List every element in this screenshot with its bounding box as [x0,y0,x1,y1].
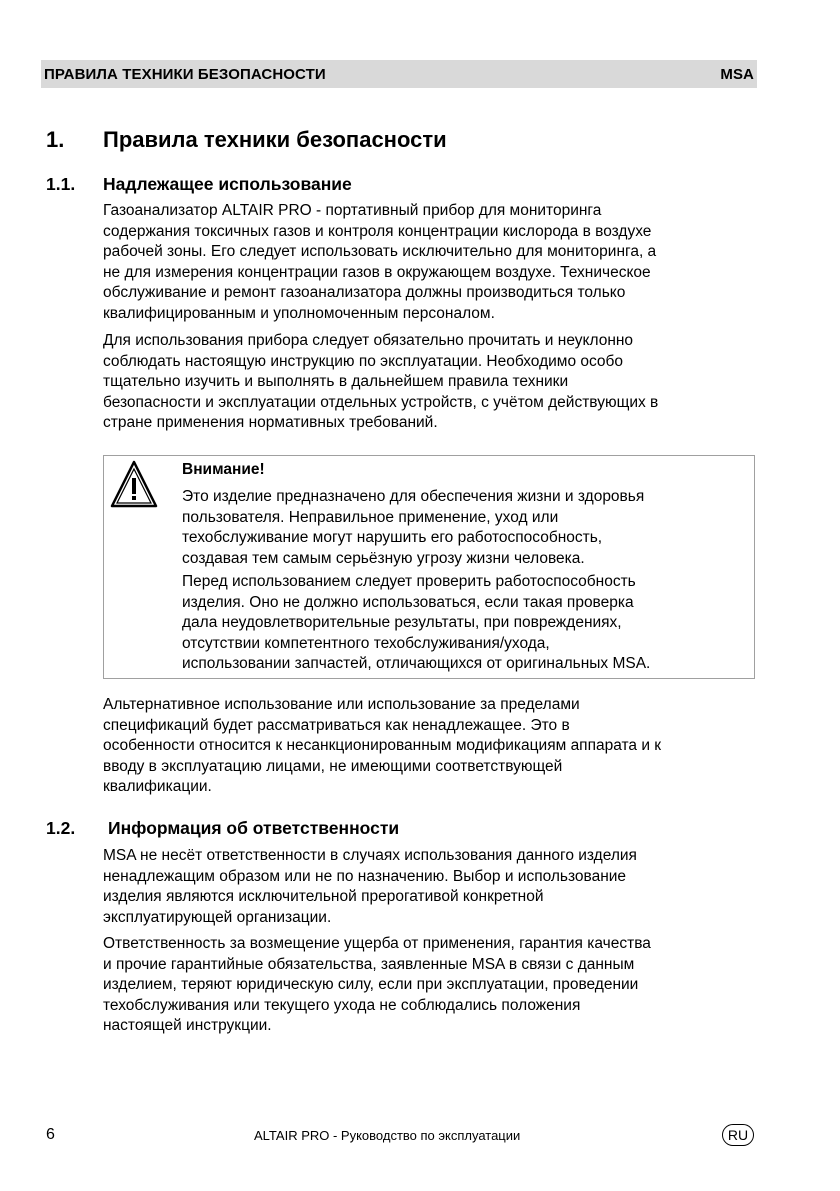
header-section-title: ПРАВИЛА ТЕХНИКИ БЕЗОПАСНОСТИ [44,65,326,83]
text-line: дала неудовлетворительные результаты, при повреждениях, [182,614,622,631]
text-line: использовании запчастей, отличающихся от оригинальных MSA. [182,655,651,672]
paragraph-misuse [103,695,763,798]
text-line: Ответственность за возмещение ущерба от применения, гарантия качества [103,935,651,952]
warning-paragraph-1 [182,487,752,569]
text-line: изделием, теряют юридическую силу, если при эксплуатации, проведении [103,976,639,993]
paragraph-intended-use [103,201,763,324]
text-line: техобслуживание могут нарушить его работоспособность, [182,529,603,546]
text-line: не для измерения концентрации газов в окружающем воздухе. Техническое [103,263,651,281]
warning-title: Внимание! [182,461,265,478]
warning-paragraph-2 [182,572,752,675]
footer-document-title: ALTAIR PRO - Руководство по эксплуатации [254,1128,521,1143]
text-line: настоящей инструкции. [103,1017,272,1034]
text-line: создавая тем самым серьёзную угрозу жизни человека. [182,549,585,567]
section-1-1-heading [46,174,352,195]
text-line: спецификаций будет рассматриваться как ненадлежащее. Это в [103,716,570,734]
text-line: соблюдать настоящую инструкцию по эксплуатации. Необходимо особо [103,352,624,370]
paragraph-liability [103,846,763,928]
text-line: отсутствии компетентного техобслуживания/ухода, [182,634,550,652]
text-line: MSA не несёт ответственности в случаях использования данного изделия [103,847,637,864]
text-line: Это изделие предназначено для обеспечения жизни и здоровья [182,488,645,505]
text-line: обслуживание и ремонт газоанализатора должны производиться только [103,284,626,301]
text-line: квалифицированным и уполномоченным персоналом. [103,304,495,322]
section-1-title: Правила техники безопасности [103,127,447,152]
text-line: вводу в эксплуатацию лицами, не имеющими соответствующей [103,757,563,775]
text-line: содержания токсичных газов и контроля концентрации кислорода в воздухе [103,222,652,240]
paragraph-warranty [103,934,763,1037]
text-line: безопасности и эксплуатации отдельных устройств, с учётом действующих в [103,393,659,411]
section-1-2-number: 1.2. [46,818,76,838]
section-1-1-number: 1.1. [46,174,76,194]
text-line: ненадлежащим образом или не по назначению. Выбор и использование [103,867,627,885]
text-line: Для использования прибора следует обязательно прочитать и неуклонно [103,332,634,349]
text-line: изделия являются исключительной прерогативой конкретной [103,888,544,905]
section-1-2-heading [46,818,399,839]
section-1-1-title: Надлежащее использование [103,174,352,194]
page-header [41,60,757,88]
text-line: тщательно изучить и выполнять в дальнейшем правила техники [103,373,569,390]
header-brand: MSA [720,65,754,83]
text-line: техобслуживания или текущего ухода не соблюдались положения [103,996,581,1014]
warning-triangle-icon [110,459,158,511]
text-line: Перед использованием следует проверить работоспособность [182,573,636,590]
text-line: Альтернативное использование или использование за пределами [103,696,580,713]
text-line: и прочие гарантийные обязательства, заявленные MSA в связи с данным [103,955,635,973]
warning-box [103,455,755,679]
language-badge: RU [722,1124,754,1146]
text-line: пользователя. Неправильное применение, уход или [182,508,559,526]
section-1-heading [46,127,447,153]
section-1-2-title: Информация об ответственности [108,818,400,838]
page-number: 6 [46,1126,55,1143]
paragraph-instructions [103,331,763,434]
text-line: рабочей зоны. Его следует использовать исключительно для мониторинга, а [103,243,657,260]
section-1-number: 1. [46,127,65,152]
text-line: особенности относится к несанкционированным модификациям аппарата и к [103,737,662,754]
text-line: стране применения нормативных требований. [103,414,438,431]
text-line: изделия. Оно не должно использоваться, если такая проверка [182,593,634,611]
text-line: квалификации. [103,778,212,795]
text-line: эксплуатирующей организации. [103,908,332,926]
text-line: Газоанализатор ALTAIR PRO - портативный прибор для мониторинга [103,202,602,219]
